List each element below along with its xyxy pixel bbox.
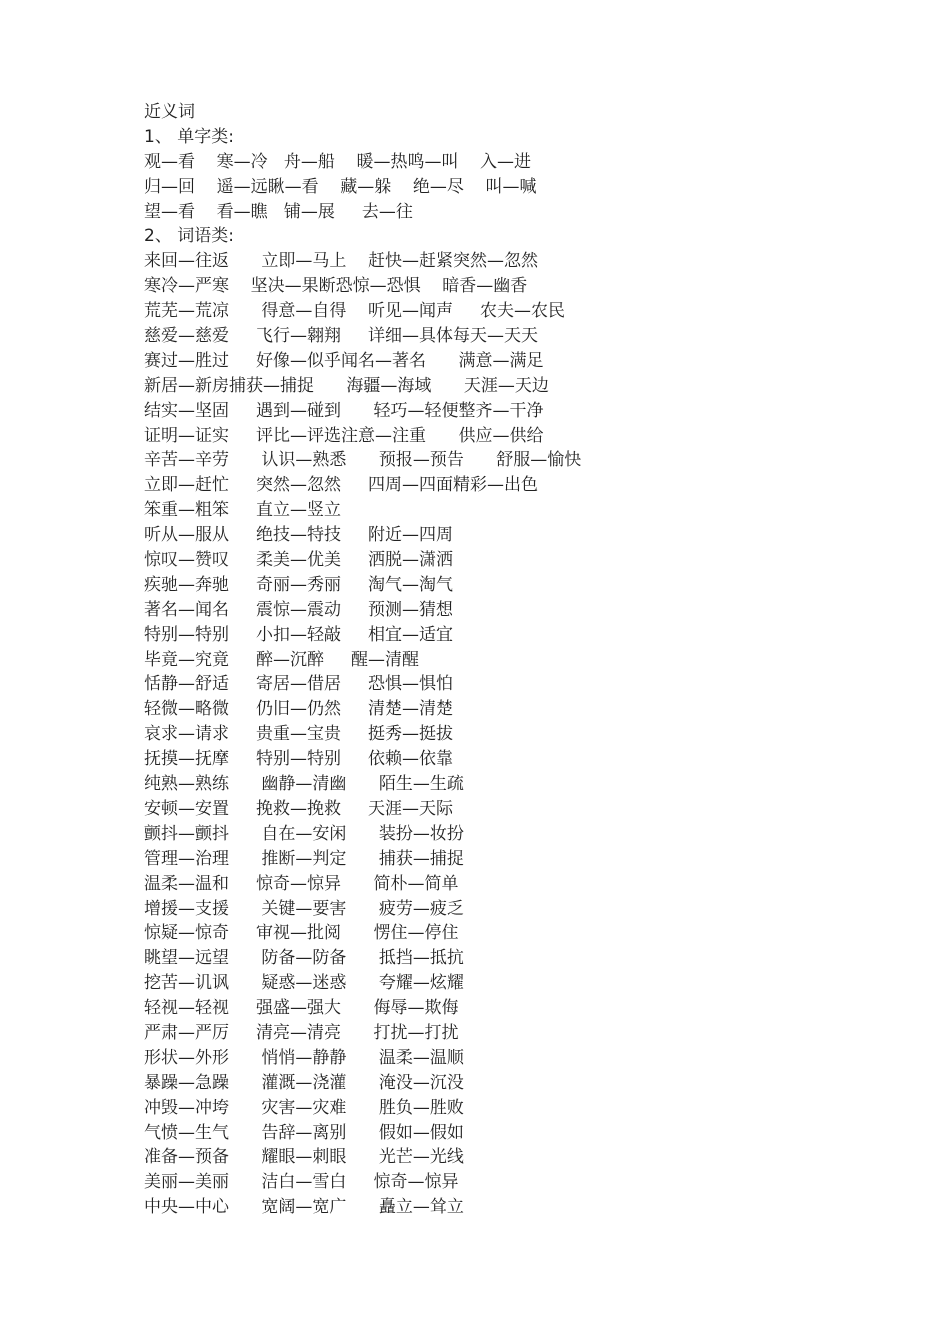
- synonym-line: 哀求—请求 贵重—宝贵 挺秀—挺拔: [144, 724, 454, 745]
- synonym-line: 慈爱—慈爱 飞行—翱翔 详细—具体每天—天天: [144, 326, 539, 347]
- synonym-line: 惊疑—惊奇 审视—批阅 愣住—停住: [144, 923, 459, 944]
- synonym-line: 形状—外形 悄悄—静静 温柔—温顺: [144, 1047, 464, 1068]
- synonym-line: 荒芜—荒凉 得意—自得 听见—闻声 农夫—农民: [144, 301, 566, 322]
- synonym-line: 温柔—温和 惊奇—惊异 简朴—简单: [144, 873, 459, 894]
- synonym-line: 听从—服从 绝技—特技 附近—四周: [144, 525, 454, 546]
- synonym-line: 挖苦—讥讽 疑惑—迷惑 夸耀—炫耀: [144, 973, 464, 994]
- synonym-line: 轻微—略微 仍旧—仍然 清楚—清楚: [144, 699, 454, 720]
- synonym-line: 纯熟—熟练 幽静—清幽 陌生—生疏: [144, 774, 464, 795]
- synonym-line: 赛过—胜过 好像—似乎闻名—著名 满意—满足: [144, 350, 544, 371]
- synonym-line: 证明—证实 评比—评选注意—注重 供应—供给: [144, 425, 544, 446]
- synonym-line: 归—回 遥—远瞅—看 藏—躲 绝—尽 叫—喊: [144, 176, 537, 197]
- synonym-line: 增援—支援 关键—要害 疲劳—疲乏: [144, 898, 464, 919]
- synonym-line: 立即—赶忙 突然—忽然 四周—四面精彩—出色: [144, 475, 539, 496]
- synonym-line: 安顿—安置 挽救—挽救 天涯—天际: [144, 798, 454, 819]
- synonym-line: 眺望—远望 防备—防备 抵挡—抵抗: [144, 948, 464, 969]
- document-page: [144, 100, 904, 1220]
- synonym-line: 美丽—美丽 洁白—雪白 惊奇—惊异: [144, 1172, 459, 1193]
- synonym-line: 严肃—严厉 清亮—清亮 打扰—打扰: [144, 1022, 459, 1043]
- section-lines-single-characters: [144, 150, 904, 225]
- synonym-line: 颤抖—颤抖 自在—安闲 装扮—妆扮: [144, 823, 464, 844]
- section-heading-single-characters: 1、 单字类:: [144, 126, 234, 147]
- synonym-line: 著名—闻名 震惊—震动 预测—猜想: [144, 599, 454, 620]
- synonym-line: 暴躁—急躁 灌溉—浇灌 淹没—沉没: [144, 1072, 464, 1093]
- synonym-line: 管理—治理 推断—判定 捕获—捕捉: [144, 848, 464, 869]
- synonym-line: 辛苦—辛劳 认识—熟悉 预报—预告 舒服—愉快: [144, 450, 582, 471]
- synonym-line: 笨重—粗笨 直立—竖立: [144, 500, 342, 521]
- synonym-line: 观—看 寒—冷 舟—船 暖—热鸣—叫 入—进: [144, 151, 532, 172]
- synonym-line: 准备—预备 耀眼—刺眼 光芒—光线: [144, 1147, 464, 1168]
- document-title: 近义词: [144, 102, 195, 122]
- section-heading-words: 2、 词语类:: [144, 226, 234, 247]
- synonym-line: 结实—坚固 遇到—碰到 轻巧—轻便整齐—干净: [144, 400, 544, 421]
- synonym-line: 恬静—舒适 寄居—借居 恐惧—惧怕: [144, 674, 454, 695]
- section-lines-words: [144, 249, 904, 1220]
- synonym-line: 新居—新房捕获—捕捉 海疆—海域 天涯—天边: [144, 375, 549, 396]
- synonym-line: 寒冷—严寒 坚决—果断恐惊—恐惧 暗香—幽香: [144, 276, 528, 297]
- synonym-line: 冲毁—冲垮 灾害—灾难 胜负—胜败: [144, 1097, 464, 1118]
- synonym-line: 来回—往返 立即—马上 赶快—赶紧突然—忽然: [144, 251, 539, 272]
- synonym-line: 抚摸—抚摩 特别—特别 依赖—依靠: [144, 749, 454, 770]
- synonym-line: 望—看 看—瞧 铺—展 去—往: [144, 201, 413, 222]
- synonym-line: 中央—中心 宽阔—宽广 矗立—耸立: [144, 1197, 464, 1218]
- synonym-line: 气愤—生气 告辞—离别 假如—假如: [144, 1122, 464, 1143]
- synonym-line: 疾驰—奔驰 奇丽—秀丽 淘气—淘气: [144, 574, 454, 595]
- synonym-line: 毕竟—究竟 醉—沉醉 醒—清醒: [144, 649, 420, 670]
- synonym-line: 轻视—轻视 强盛—强大 侮辱—欺侮: [144, 998, 459, 1019]
- synonym-line: 惊叹—赞叹 柔美—优美 洒脱—潇洒: [144, 550, 454, 571]
- synonym-line: 特别—特别 小扣—轻敲 相宜—适宜: [144, 624, 454, 645]
